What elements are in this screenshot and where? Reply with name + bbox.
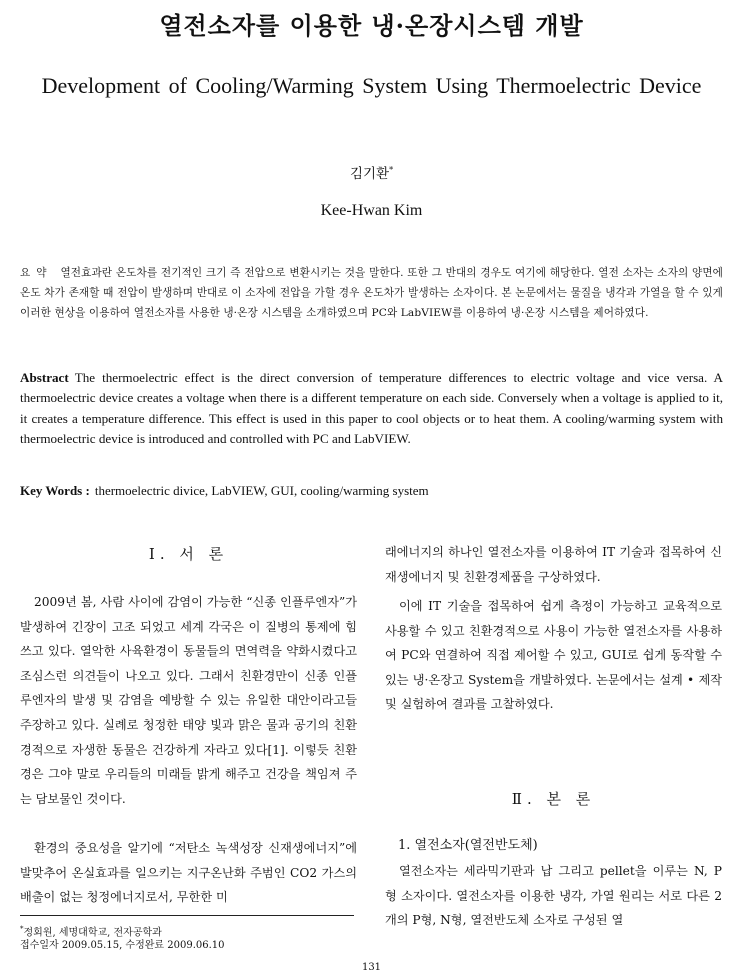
section-1-paragraph-2-continued: 래에너지의 하나인 열전소자를 이용하여 IT 기술과 접목하여 신재생에너지 및 친환경제품을 구상하였다. [385, 545, 722, 584]
author-korean [0, 162, 743, 182]
abstract-english-label: Abstract [20, 370, 69, 385]
keywords-label: Key Words : [20, 483, 90, 498]
section-2-paragraph-1: 열전소자는 세라믹기판과 납 그리고 pellet을 이루는 N, P 형 소자이다. 열전소자를 이용한 냉각, 가열 원리는 서로 다른 2개의 P형, N형, 열전반도체 소자로 구성된 열 [385, 864, 722, 928]
footnote-affiliation-text: 정회원, 세명대학교, 전자공학과 [23, 927, 162, 939]
section-1-paragraph-2: 환경의 중요성을 알기에 “저탄소 녹색성장 신재생에너지”에 발맞추어 온실효과를 일으키는 지구온난화 주범인 CO2 가스의 배출이 없는 청정에너지로서, 무한한 미 [20, 841, 357, 905]
abstract-korean-text: 열전효과란 온도차를 전기적인 크기 즉 전압으로 변환시키는 것을 말한다. 또한 그 반대의 경우도 여기에 해당한다. 열전 소자는 소자의 양면에 온도 차가 존재할 때 전압이 발생하며 반대로 이 소자에 전압을 가할 경우 온도차가 발생하는 소자이다. 본 논문에서는 물질을 냉각과 가열을 할 수 있게 이러한 현상을 이용하여 열전소자를 사용한 냉·온장 시스템을 소개하였으며 PC와 LabVIEW를 이용하여 냉·온장 시스템을 제어하였다. [20, 267, 723, 320]
footnote-divider [20, 915, 354, 916]
abstract-english [20, 368, 723, 450]
keywords [20, 483, 723, 499]
section-1-title: Ⅰ. 서 론 [148, 545, 229, 563]
subsection-2-1-title: 1. 열전소자(열전반도체) [398, 838, 538, 853]
author-english: Kee-Hwan Kim [320, 202, 423, 219]
section-1-paragraph-3: 이에 IT 기술을 접목하여 쉽게 측정이 가능하고 교육적으로 사용할 수 있고 친환경적으로 사용이 가능한 열전소자를 사용하여 PC와 연결하여 직접 제어할 수 있고, GUI로 쉽게 동작할 수 있는 냉·온장고 System을 개발하였다. 논문에서는 설계 • 제작 및 실험하여 결과를 고찰하였다. [385, 599, 722, 712]
footnote-dates: 접수일자 2009.05.15, 수정완료 2009.06.10 [20, 940, 225, 951]
author-footnote-mark: * [389, 165, 394, 175]
title-english: Development of Cooling/Warming System Using Thermoelectric Device [41, 73, 702, 98]
keywords-text: thermoelectric divice, LabVIEW, GUI, cooling/warming system [94, 483, 429, 498]
section-2-title: Ⅱ. 본 론 [511, 790, 596, 808]
abstract-english-text: The thermoelectric effect is the direct conversion of temperature differences to electric voltage and vice versa. A thermoelectric device creates a voltage when there is a different temperature on each side. Conversely when a voltage is applied to it, it creates a temperature difference. This effect is used in this paper to cool objects or to heat them. A cooling/warming system with thermoelectric device is introduced and controlled with PC and LabVIEW. [20, 370, 723, 447]
abstract-korean [20, 263, 723, 324]
title-korean: 열전소자를 이용한 냉·온장시스템 개발 [159, 11, 584, 40]
section-1-paragraph-1: 2009년 봄, 사람 사이에 감염이 가능한 “신종 인플루엔자”가 발생하여 긴장이 고조 되었고 세계 각국은 이 질병의 통제에 힘쓰고 있다. 열악한 사육환경이 동물들의 면역력을 약화시켰다고 조심스런 의견들이 나오고 있다. 그래서 친환경만이 신종 인플루엔자의 발생 및 감염을 예방할 수 있는 유일한 대안이라고들 주장하고 있다. 실례로 청정한 태양 빛과 맑은 물과 공기의 친환경적으로 자생한 동물은 건강하게 자라고 있다[1]. 이렇듯 친환경은 그야 말로 우리들의 미래들 밝게 해주고 건강을 책임져 주는 담보물인 것이다. [20, 595, 357, 806]
footnote-mark: * [20, 925, 24, 933]
author-korean-name: 김기환 [349, 166, 390, 182]
page-number: 131 [361, 962, 382, 973]
abstract-korean-label: 요약 [20, 267, 53, 279]
